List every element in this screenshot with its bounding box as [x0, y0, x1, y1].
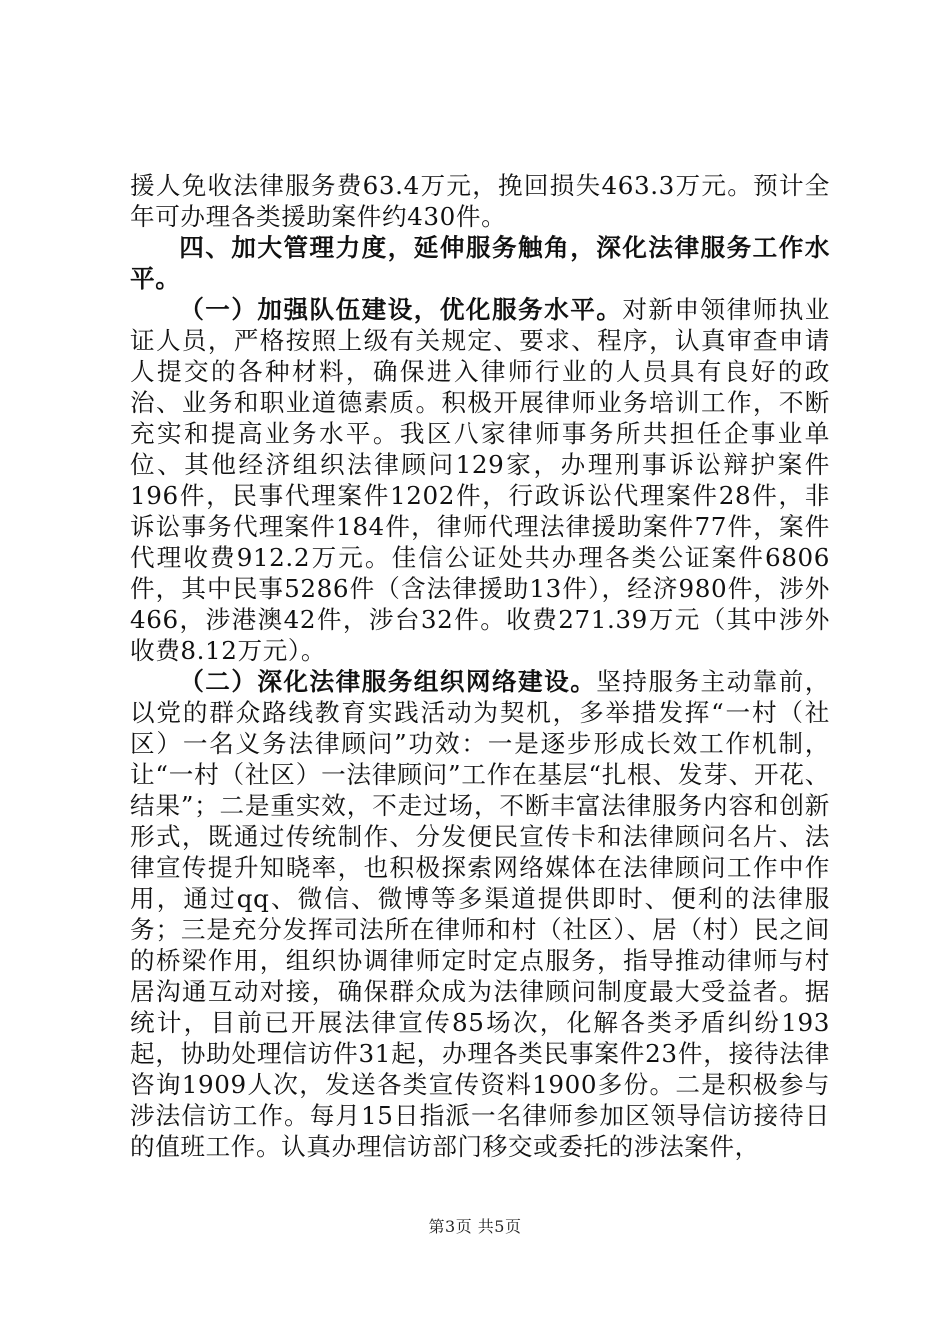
- document-body: [130, 170, 830, 1162]
- paragraph-legal-aid-summary: 援人免收法律服务费63.4万元，挽回损失463.3万元。预计全年可办理各类援助案件约430件。: [130, 171, 830, 231]
- subsection-heading-1: （一）加强队伍建设，优化服务水平。: [179, 295, 623, 324]
- paragraph-text-2: 坚持服务主动靠前，以党的群众路线教育实践活动为契机，多举措发挥“一村（社区）一名义务法律顾问”功效：一是逐步形成长效工作机制，让“一村（社区）一法律顾问”工作在基层“扎根、发芽、开花、结果”；二是重实效，不走过场，不断丰富法律服务内容和创新形式，既通过传统制作、分发便民宣传卡和法律顾问名片、法律宣传提升知晓率，也积极探索网络媒体在法律顾问工作中作用，通过qq、微信、微博等多渠道提供即时、便利的法律服务；三是充分发挥司法所在律师和村（社区）、居（村）民之间的桥梁作用，组织协调律师定时定点服务，指导推动律师与村居沟通互动对接，确保群众成为法律顾问制度最大受益者。据统计，目前已开展法律宣传85场次，化解各类矛盾纠纷193起，协助处理信访件31起，办理各类民事案件23件，接待法律咨询1909人次，发送各类宣传资料1900多份。二是积极参与涉法信访工作。每月15日指派一名律师参加区领导信访接待日的值班工作。认真办理信访部门移交或委托的涉法案件，: [130, 667, 830, 1161]
- paragraph-team-building: [130, 294, 830, 666]
- subsection-heading-2: （二）深化法律服务组织网络建设。: [179, 667, 597, 696]
- paragraph-network-building: [130, 666, 830, 1162]
- section-heading: 四、加大管理力度，延伸服务触角，深化法律服务工作水平。: [130, 233, 830, 293]
- page-number-footer: 第3页 共5页: [428, 1217, 522, 1236]
- paragraph-text-1: 对新申领律师执业证人员，严格按照上级有关规定、要求、程序，认真审查申请人提交的各种材料，确保进入律师行业的人员具有良好的政治、业务和职业道德素质。积极开展律师业务培训工作，不断充实和提高业务水平。我区八家律师事务所共担任企事业单位、其他经济组织法律顾问129家，办理刑事诉讼辩护案件196件，民事代理案件1202件，行政诉讼代理案件28件，非诉讼事务代理案件184件，律师代理法律援助案件77件，案件代理收费912.2万元。佳信公证处共办理各类公证案件6806件，其中民事5286件（含法律援助13件），经济980件，涉外466，涉港澳42件，涉台32件。收费271.39万元（其中涉外收费8.12万元）。: [130, 295, 830, 665]
